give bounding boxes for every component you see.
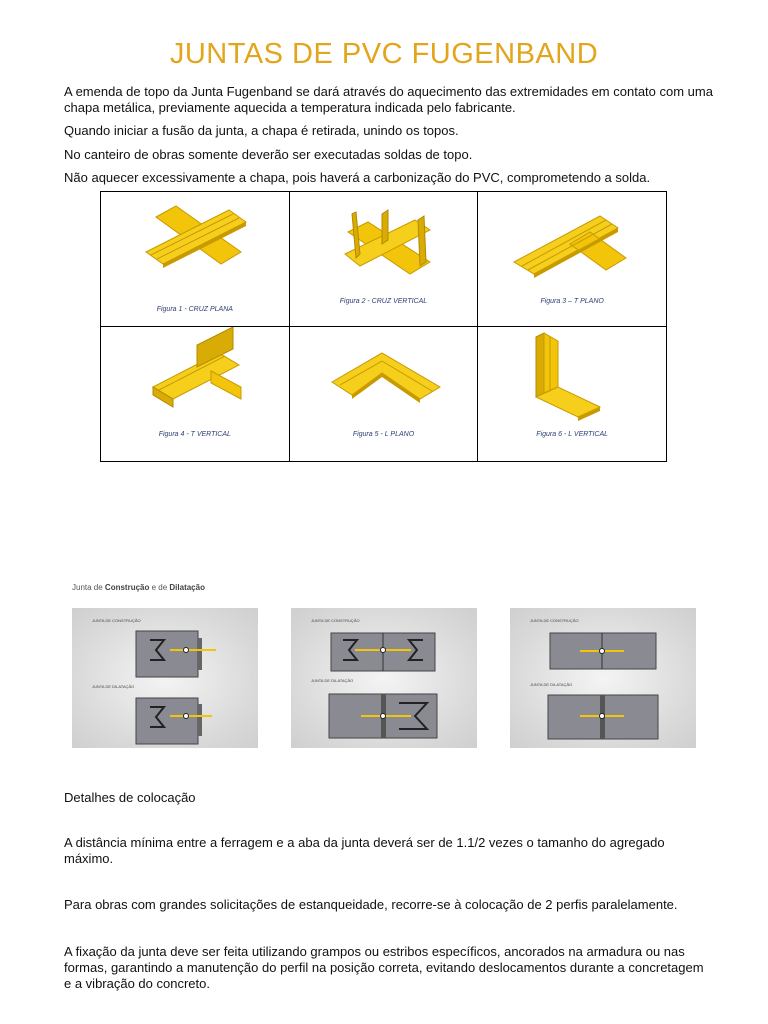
joint-diagram-3-icon: [510, 608, 696, 748]
intro-paragraph-2: Quando iniciar a fusão da junta, a chapa é retirada, unindo os topos.: [64, 123, 459, 138]
intro-paragraph-4: Não aquecer excessivamente a chapa, pois haverá a carbonização do PVC, comprometendo a solda.: [64, 170, 651, 185]
intro-paragraph-1: A emenda de topo da Junta Fugenband se dará através do aquecimento das extremidades em contato com uma chapa metálica, previamente aquecida a temperatura indicada pelo fabricante.: [64, 84, 713, 115]
page-title: JUNTAS DE PVC FUGENBAND: [169, 38, 599, 70]
joints-title: Junta de Construção e de Dilatação: [72, 583, 205, 592]
joint-diagrams: [64, 578, 704, 752]
figure-cell-3: [478, 192, 667, 327]
figure-cell-2: [289, 192, 478, 327]
dilation-label: JUNTA DE DILATAÇÃO: [311, 678, 354, 683]
figure-caption-3: Figura 3 – T PLANO: [540, 298, 604, 305]
construction-label: JUNTA DE CONSTRUÇÃO: [530, 618, 579, 623]
joint-panel-2: [291, 608, 477, 748]
details-paragraph-3: A fixação da junta deve ser feita utilizando grampos ou estribos específicos, ancorados na armadura ou nas formas, garantindo a manutenção do perfil na posição correta, evitando deslocamentos durante a concretagem e a vibração do concreto.: [64, 944, 704, 991]
figures-table: [100, 191, 667, 462]
figure-cell-4: [101, 327, 290, 462]
dilation-label: JUNTA DE DILATAÇÃO: [92, 684, 135, 689]
joint-diagram-2-icon: [291, 608, 477, 748]
figure-caption-4: Figura 4 - T VERTICAL: [158, 431, 231, 438]
construction-label: JUNTA DE CONSTRUÇÃO: [311, 618, 360, 623]
joint-diagram-1-icon: [72, 608, 258, 748]
construction-label: JUNTA DE CONSTRUÇÃO: [92, 618, 141, 623]
details-heading: Detalhes de colocação: [64, 790, 196, 805]
t-flat-joint-icon: [478, 192, 656, 326]
figure-caption-1: Figura 1 - CRUZ PLANA: [156, 306, 233, 313]
cross-vertical-joint-icon: [290, 192, 483, 326]
details-paragraph-1: A distância mínima entre a ferragem e a aba da junta deverá ser de 1.1/2 vezes o tamanho do agregado máximo.: [64, 835, 665, 866]
figure-cell-1: [101, 192, 290, 327]
figure-cell-5: [289, 327, 478, 462]
dilation-label: JUNTA DE DILATAÇÃO: [530, 682, 573, 687]
figure-caption-6: Figura 6 - L VERTICAL: [536, 431, 609, 438]
l-vertical-joint-icon: [478, 327, 656, 461]
figure-caption-5: Figura 5 - L PLANO: [352, 431, 415, 438]
t-vertical-joint-icon: [101, 327, 294, 461]
intro-paragraph-3: No canteiro de obras somente deverão ser executadas soldas de topo.: [64, 147, 473, 162]
joint-panel-1: [72, 608, 258, 748]
figure-cell-6: [478, 327, 667, 462]
details-paragraph-2: Para obras com grandes solicitações de estanqueidade, recorre-se à colocação de 2 perfis paralelamente.: [64, 897, 678, 912]
figure-caption-2: Figura 2 - CRUZ VERTICAL: [339, 298, 428, 305]
l-flat-joint-icon: [290, 327, 483, 461]
joint-panel-3: [510, 608, 696, 748]
